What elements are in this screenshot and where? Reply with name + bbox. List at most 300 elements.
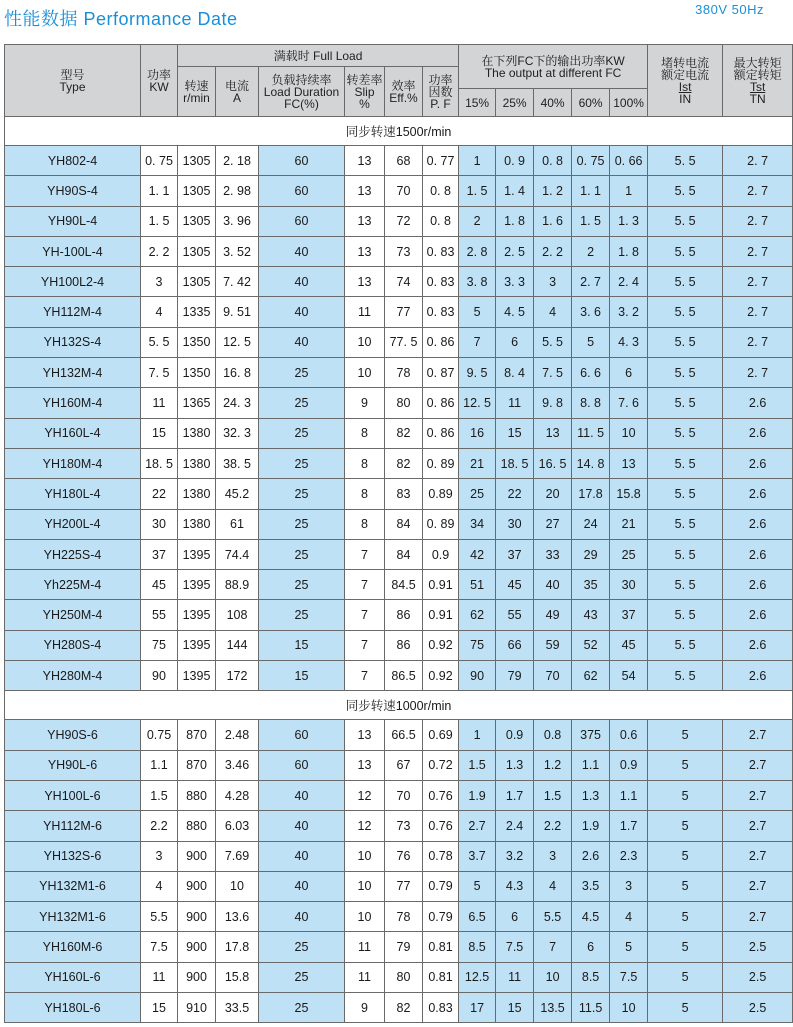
cell-output-40: 7 [534, 932, 572, 962]
cell-output-60: 8. 8 [572, 388, 610, 418]
cell-tst-ratio: 2.6 [723, 570, 793, 600]
cell-ist-ratio: 5. 5 [648, 206, 723, 236]
header-efficiency-cn: 效率 [391, 78, 416, 93]
cell-efficiency: 83 [385, 479, 423, 509]
cell-speed: 1380 [178, 509, 216, 539]
cell-output-15: 90 [459, 661, 496, 691]
cell-speed: 900 [178, 871, 216, 901]
cell-type: YH100L-6 [5, 780, 141, 810]
cell-tst-ratio: 2.7 [723, 780, 793, 810]
table-row [5, 297, 793, 327]
cell-tst-ratio: 2.6 [723, 539, 793, 569]
cell-output-40: 49 [534, 600, 572, 630]
cell-ist-ratio: 5 [648, 780, 723, 810]
table-row [5, 539, 793, 569]
cell-output-15: 34 [459, 509, 496, 539]
cell-power: 0. 75 [141, 146, 178, 176]
cell-current: 13.6 [216, 902, 259, 932]
cell-type: YH90S-6 [5, 720, 141, 750]
cell-tst-ratio: 2.7 [723, 902, 793, 932]
header-ist-4: IN [679, 91, 692, 106]
header-tst-1: 最大转矩 [733, 55, 782, 70]
cell-tst-ratio: 2.5 [723, 932, 793, 962]
cell-speed: 1335 [178, 297, 216, 327]
cell-output-40: 7. 5 [534, 358, 572, 388]
cell-tst-ratio: 2. 7 [723, 146, 793, 176]
table-row [5, 236, 793, 266]
cell-output-100: 1.7 [610, 811, 648, 841]
cell-tst-ratio: 2. 7 [723, 358, 793, 388]
cell-power-factor: 0. 83 [423, 236, 459, 266]
cell-tst-ratio: 2. 7 [723, 297, 793, 327]
cell-output-15: 1 [459, 720, 496, 750]
cell-output-40: 2.2 [534, 811, 572, 841]
cell-output-15: 1.9 [459, 780, 496, 810]
cell-speed: 1380 [178, 479, 216, 509]
table-row [5, 871, 793, 901]
cell-output-15: 17 [459, 993, 496, 1023]
cell-load-duration: 60 [259, 206, 345, 236]
cell-power: 30 [141, 509, 178, 539]
cell-power-factor: 0.69 [423, 720, 459, 750]
cell-output-25: 0. 9 [496, 146, 534, 176]
cell-output-100: 1. 3 [610, 206, 648, 236]
cell-slip: 7 [345, 600, 385, 630]
cell-speed: 870 [178, 750, 216, 780]
cell-output-25: 18. 5 [496, 448, 534, 478]
cell-ist-ratio: 5 [648, 902, 723, 932]
cell-power-factor: 0. 86 [423, 418, 459, 448]
cell-output-40: 4 [534, 297, 572, 327]
cell-power-factor: 0.81 [423, 932, 459, 962]
cell-ist-ratio: 5. 5 [648, 479, 723, 509]
cell-ist-ratio: 5. 5 [648, 327, 723, 357]
cell-output-25: 37 [496, 539, 534, 569]
cell-output-40: 0.8 [534, 720, 572, 750]
cell-tst-ratio: 2.7 [723, 720, 793, 750]
cell-output-100: 4. 3 [610, 327, 648, 357]
cell-current: 7.69 [216, 841, 259, 871]
cell-output-100: 37 [610, 600, 648, 630]
cell-speed: 1305 [178, 236, 216, 266]
table-row [5, 902, 793, 932]
cell-ist-ratio: 5 [648, 993, 723, 1023]
cell-power-factor: 0. 89 [423, 509, 459, 539]
cell-ist-ratio: 5 [648, 811, 723, 841]
cell-load-duration: 60 [259, 146, 345, 176]
header-output-en: The output at different FC [484, 65, 622, 80]
cell-output-40: 20 [534, 479, 572, 509]
cell-efficiency: 70 [385, 176, 423, 206]
cell-power-factor: 0.78 [423, 841, 459, 871]
cell-slip: 8 [345, 418, 385, 448]
cell-output-25: 6 [496, 327, 534, 357]
cell-output-25: 11 [496, 388, 534, 418]
cell-speed: 1395 [178, 539, 216, 569]
cell-output-15: 51 [459, 570, 496, 600]
cell-power: 3 [141, 267, 178, 297]
cell-slip: 8 [345, 509, 385, 539]
cell-current: 4.28 [216, 780, 259, 810]
cell-type: YH132M1-6 [5, 902, 141, 932]
header-ist-2: 额定电流 [661, 67, 710, 82]
cell-current: 2. 98 [216, 176, 259, 206]
cell-slip: 13 [345, 236, 385, 266]
cell-output-60: 2.6 [572, 841, 610, 871]
cell-output-60: 5 [572, 327, 610, 357]
cell-tst-ratio: 2.7 [723, 841, 793, 871]
cell-type: YH180M-4 [5, 448, 141, 478]
cell-output-25: 1. 4 [496, 176, 534, 206]
cell-output-100: 2. 4 [610, 267, 648, 297]
cell-speed: 1305 [178, 176, 216, 206]
table-row [5, 570, 793, 600]
cell-current: 74.4 [216, 539, 259, 569]
cell-type: YH180L-4 [5, 479, 141, 509]
cell-output-40: 5. 5 [534, 327, 572, 357]
cell-type: YH132S-6 [5, 841, 141, 871]
cell-power-factor: 0.79 [423, 902, 459, 932]
cell-ist-ratio: 5. 5 [648, 388, 723, 418]
cell-tst-ratio: 2.7 [723, 871, 793, 901]
cell-output-60: 35 [572, 570, 610, 600]
table-row [5, 661, 793, 691]
table-row [5, 780, 793, 810]
header-pct-40: 40% [534, 89, 572, 117]
cell-slip: 13 [345, 176, 385, 206]
cell-slip: 7 [345, 539, 385, 569]
table-row [5, 509, 793, 539]
cell-current: 17.8 [216, 932, 259, 962]
cell-output-25: 7.5 [496, 932, 534, 962]
cell-output-40: 0. 8 [534, 146, 572, 176]
cell-output-100: 13 [610, 448, 648, 478]
table-row [5, 479, 793, 509]
cell-current: 38. 5 [216, 448, 259, 478]
cell-output-60: 1. 5 [572, 206, 610, 236]
cell-output-100: 15.8 [610, 479, 648, 509]
cell-slip: 10 [345, 841, 385, 871]
cell-speed: 1395 [178, 570, 216, 600]
cell-output-25: 79 [496, 661, 534, 691]
cell-tst-ratio: 2.6 [723, 600, 793, 630]
cell-current: 16. 8 [216, 358, 259, 388]
cell-load-duration: 15 [259, 661, 345, 691]
cell-current: 61 [216, 509, 259, 539]
table-row [5, 358, 793, 388]
cell-output-25: 55 [496, 600, 534, 630]
cell-efficiency: 74 [385, 267, 423, 297]
cell-output-60: 52 [572, 630, 610, 660]
cell-output-15: 1 [459, 146, 496, 176]
cell-output-25: 15 [496, 993, 534, 1023]
cell-tst-ratio: 2. 7 [723, 267, 793, 297]
cell-output-15: 16 [459, 418, 496, 448]
cell-current: 32. 3 [216, 418, 259, 448]
cell-output-60: 375 [572, 720, 610, 750]
cell-output-15: 1.5 [459, 750, 496, 780]
cell-load-duration: 25 [259, 932, 345, 962]
cell-output-60: 4.5 [572, 902, 610, 932]
cell-current: 2. 18 [216, 146, 259, 176]
cell-power: 1. 1 [141, 176, 178, 206]
header-full-load: 满载时 Full Load [178, 45, 459, 67]
cell-power: 18. 5 [141, 448, 178, 478]
cell-output-100: 30 [610, 570, 648, 600]
cell-output-60: 29 [572, 539, 610, 569]
cell-output-25: 1.3 [496, 750, 534, 780]
cell-load-duration: 25 [259, 448, 345, 478]
cell-output-60: 11. 5 [572, 418, 610, 448]
cell-ist-ratio: 5 [648, 720, 723, 750]
header-load-duration-unit: FC(%) [284, 96, 319, 111]
cell-load-duration: 60 [259, 176, 345, 206]
header-slip-en: Slip [354, 84, 375, 99]
cell-power: 5. 5 [141, 327, 178, 357]
cell-speed: 880 [178, 780, 216, 810]
section-label: 同步转速1500r/min [5, 117, 793, 146]
cell-output-100: 45 [610, 630, 648, 660]
cell-output-15: 6.5 [459, 902, 496, 932]
cell-efficiency: 66.5 [385, 720, 423, 750]
cell-power-factor: 0.92 [423, 661, 459, 691]
cell-output-40: 70 [534, 661, 572, 691]
table-row [5, 630, 793, 660]
header-ist [648, 45, 723, 117]
cell-power-factor: 0.72 [423, 750, 459, 780]
cell-output-100: 7.5 [610, 962, 648, 992]
cell-type: YH225S-4 [5, 539, 141, 569]
cell-type: YH280M-4 [5, 661, 141, 691]
cell-slip: 9 [345, 388, 385, 418]
header-ist-1: 堵转电流 [661, 55, 710, 70]
cell-output-40: 13.5 [534, 993, 572, 1023]
table-row [5, 932, 793, 962]
cell-speed: 1380 [178, 448, 216, 478]
header-tst [723, 45, 793, 117]
cell-type: YH-100L-4 [5, 236, 141, 266]
cell-power-factor: 0.76 [423, 780, 459, 810]
cell-ist-ratio: 5. 5 [648, 570, 723, 600]
cell-ist-ratio: 5. 5 [648, 600, 723, 630]
cell-output-60: 2 [572, 236, 610, 266]
cell-output-100: 4 [610, 902, 648, 932]
cell-ist-ratio: 5 [648, 932, 723, 962]
cell-type: YH100L2-4 [5, 267, 141, 297]
cell-power-factor: 0.92 [423, 630, 459, 660]
cell-current: 6.03 [216, 811, 259, 841]
cell-power-factor: 0. 87 [423, 358, 459, 388]
cell-load-duration: 60 [259, 750, 345, 780]
cell-slip: 10 [345, 358, 385, 388]
cell-ist-ratio: 5. 5 [648, 418, 723, 448]
cell-power-factor: 0.89 [423, 479, 459, 509]
cell-output-60: 43 [572, 600, 610, 630]
table-row [5, 962, 793, 992]
cell-current: 33.5 [216, 993, 259, 1023]
cell-load-duration: 40 [259, 297, 345, 327]
cell-load-duration: 25 [259, 418, 345, 448]
cell-output-15: 62 [459, 600, 496, 630]
header-tst-2: 额定转矩 [733, 67, 782, 82]
cell-load-duration: 60 [259, 720, 345, 750]
cell-slip: 8 [345, 448, 385, 478]
cell-output-100: 10 [610, 418, 648, 448]
cell-output-25: 1.7 [496, 780, 534, 810]
cell-output-40: 10 [534, 962, 572, 992]
cell-ist-ratio: 5 [648, 841, 723, 871]
cell-slip: 7 [345, 661, 385, 691]
cell-output-15: 2.7 [459, 811, 496, 841]
cell-output-40: 1.5 [534, 780, 572, 810]
cell-type: Yh225M-4 [5, 570, 141, 600]
cell-ist-ratio: 5. 5 [648, 236, 723, 266]
cell-tst-ratio: 2. 7 [723, 327, 793, 357]
cell-output-40: 4 [534, 871, 572, 901]
cell-tst-ratio: 2.6 [723, 509, 793, 539]
cell-output-100: 1. 8 [610, 236, 648, 266]
cell-efficiency: 68 [385, 146, 423, 176]
cell-output-40: 3 [534, 841, 572, 871]
cell-type: YH90L-6 [5, 750, 141, 780]
cell-output-15: 5 [459, 297, 496, 327]
cell-power: 7.5 [141, 932, 178, 962]
cell-power-factor: 0.81 [423, 962, 459, 992]
cell-output-60: 2. 7 [572, 267, 610, 297]
cell-output-60: 17.8 [572, 479, 610, 509]
cell-power: 90 [141, 661, 178, 691]
cell-output-25: 22 [496, 479, 534, 509]
header-power-factor [423, 67, 459, 117]
header-current-cn: 电流 [224, 78, 249, 93]
voltage-frequency-label: 380V 50Hz [695, 2, 764, 17]
cell-load-duration: 25 [259, 358, 345, 388]
cell-tst-ratio: 2.6 [723, 418, 793, 448]
cell-slip: 7 [345, 570, 385, 600]
cell-speed: 1305 [178, 206, 216, 236]
cell-current: 3. 96 [216, 206, 259, 236]
table-row [5, 327, 793, 357]
section-row [5, 117, 793, 146]
cell-output-25: 1. 8 [496, 206, 534, 236]
header-type [5, 45, 141, 117]
cell-power-factor: 0. 83 [423, 267, 459, 297]
cell-type: YH132M1-6 [5, 871, 141, 901]
cell-load-duration: 25 [259, 479, 345, 509]
cell-power-factor: 0. 86 [423, 388, 459, 418]
cell-output-100: 54 [610, 661, 648, 691]
cell-speed: 1395 [178, 630, 216, 660]
cell-efficiency: 86 [385, 600, 423, 630]
header-rpm [178, 67, 216, 117]
cell-load-duration: 40 [259, 811, 345, 841]
cell-slip: 10 [345, 871, 385, 901]
header-ist-3: Ist [678, 79, 692, 94]
cell-type: YH160L-6 [5, 962, 141, 992]
cell-slip: 10 [345, 327, 385, 357]
cell-tst-ratio: 2.6 [723, 448, 793, 478]
cell-slip: 11 [345, 962, 385, 992]
cell-efficiency: 77. 5 [385, 327, 423, 357]
cell-slip: 10 [345, 902, 385, 932]
cell-power: 0.75 [141, 720, 178, 750]
cell-ist-ratio: 5 [648, 750, 723, 780]
cell-output-25: 4.3 [496, 871, 534, 901]
cell-current: 7. 42 [216, 267, 259, 297]
cell-output-40: 9. 8 [534, 388, 572, 418]
cell-output-15: 75 [459, 630, 496, 660]
header-output [459, 45, 648, 89]
cell-output-100: 3. 2 [610, 297, 648, 327]
cell-speed: 900 [178, 902, 216, 932]
cell-output-60: 6. 6 [572, 358, 610, 388]
cell-load-duration: 40 [259, 841, 345, 871]
cell-power: 5.5 [141, 902, 178, 932]
cell-output-40: 33 [534, 539, 572, 569]
header-rpm-unit: r/min [183, 90, 210, 105]
cell-load-duration: 25 [259, 539, 345, 569]
cell-output-60: 1. 1 [572, 176, 610, 206]
cell-power: 11 [141, 388, 178, 418]
cell-power: 11 [141, 962, 178, 992]
cell-speed: 900 [178, 962, 216, 992]
page-title: 性能数据 Performance Date [4, 9, 238, 29]
cell-tst-ratio: 2.6 [723, 661, 793, 691]
cell-power: 75 [141, 630, 178, 660]
cell-output-15: 7 [459, 327, 496, 357]
table-row [5, 418, 793, 448]
cell-speed: 1365 [178, 388, 216, 418]
cell-efficiency: 77 [385, 297, 423, 327]
cell-power-factor: 0.91 [423, 600, 459, 630]
cell-power-factor: 0. 8 [423, 176, 459, 206]
cell-current: 108 [216, 600, 259, 630]
cell-power: 37 [141, 539, 178, 569]
cell-efficiency: 79 [385, 932, 423, 962]
cell-efficiency: 80 [385, 388, 423, 418]
cell-power: 4 [141, 871, 178, 901]
cell-slip: 13 [345, 146, 385, 176]
cell-speed: 900 [178, 841, 216, 871]
cell-output-100: 0.9 [610, 750, 648, 780]
cell-type: YH802-4 [5, 146, 141, 176]
cell-speed: 870 [178, 720, 216, 750]
cell-power-factor: 0.83 [423, 993, 459, 1023]
cell-load-duration: 25 [259, 962, 345, 992]
cell-output-25: 15 [496, 418, 534, 448]
cell-output-15: 2 [459, 206, 496, 236]
cell-type: YH160M-4 [5, 388, 141, 418]
cell-slip: 11 [345, 297, 385, 327]
table-row [5, 206, 793, 236]
cell-output-100: 1 [610, 176, 648, 206]
table-row [5, 176, 793, 206]
cell-slip: 13 [345, 267, 385, 297]
cell-load-duration: 25 [259, 570, 345, 600]
cell-current: 9. 51 [216, 297, 259, 327]
table-body [5, 117, 793, 1023]
cell-power: 22 [141, 479, 178, 509]
cell-output-40: 59 [534, 630, 572, 660]
section-row [5, 691, 793, 720]
header-load-duration-cn: 负载持续率 [271, 72, 332, 87]
performance-table [4, 44, 793, 1023]
cell-tst-ratio: 2.7 [723, 811, 793, 841]
cell-output-25: 30 [496, 509, 534, 539]
cell-ist-ratio: 5. 5 [648, 146, 723, 176]
cell-efficiency: 86.5 [385, 661, 423, 691]
cell-load-duration: 25 [259, 388, 345, 418]
